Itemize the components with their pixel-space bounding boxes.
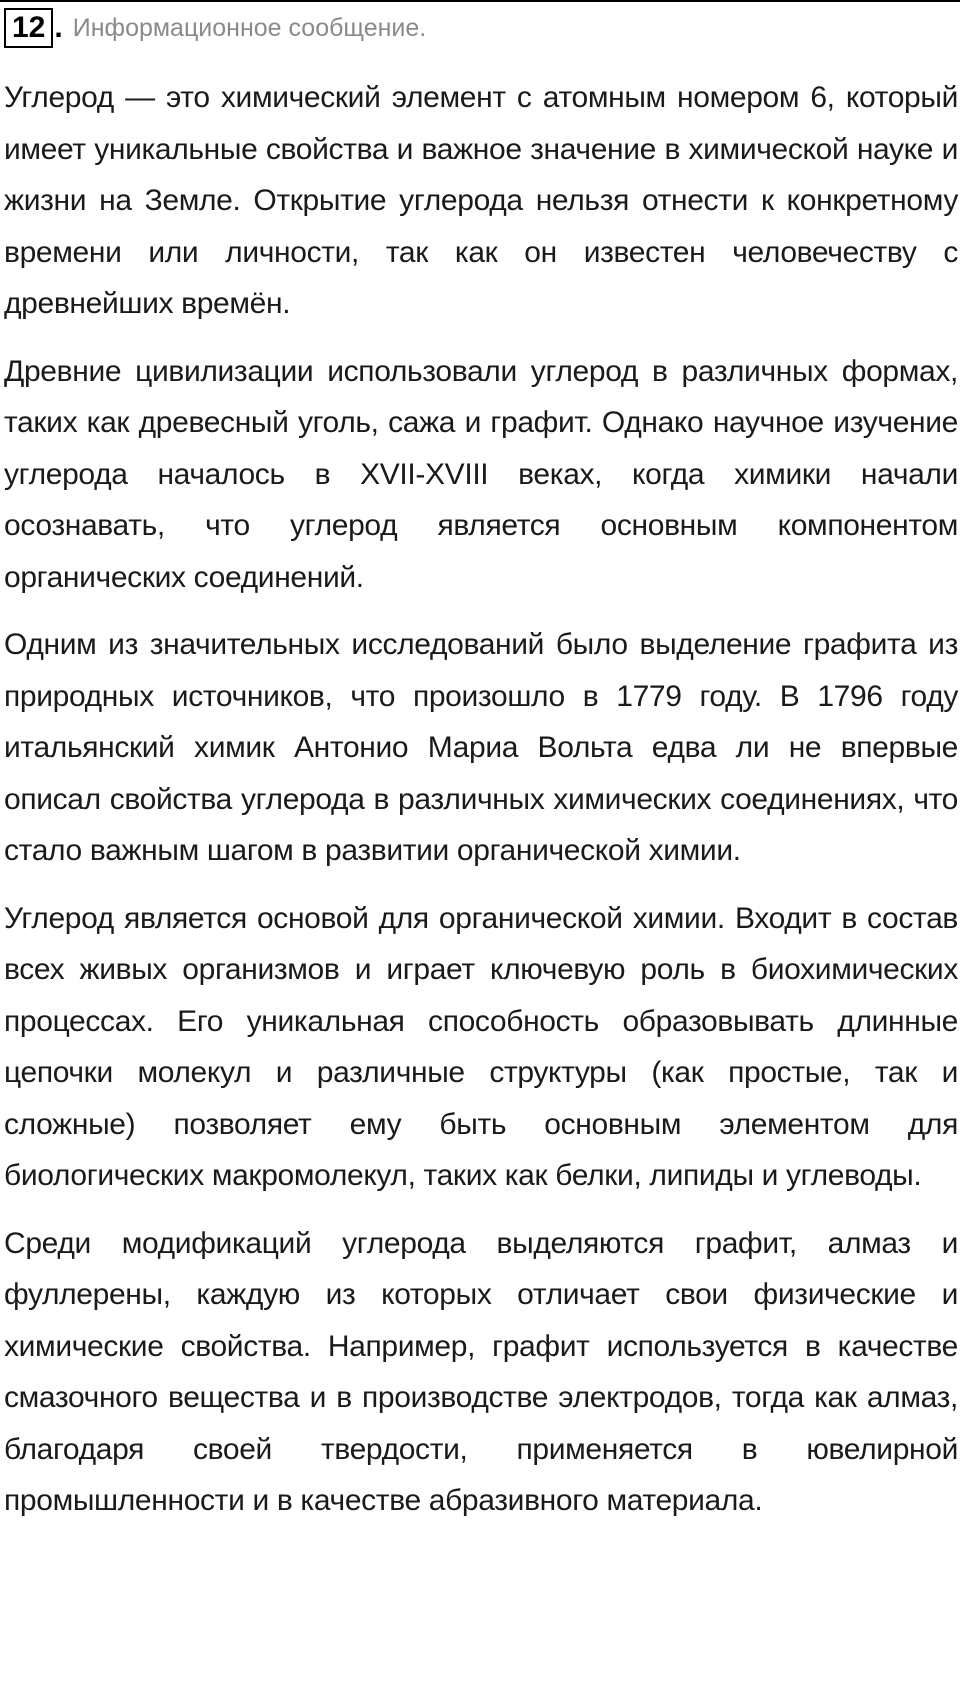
top-divider: [0, 0, 960, 2]
paragraph-carbon-intro: Углерод — это химический элемент с атомным номером 6, который имеет уникальные свойства и важное значение в химической науке и жизни на Земле. Открытие углерода нельзя отнести к конкретному времени или личности, так как он известен человечеству с древнейших времён.: [4, 81, 958, 320]
paragraph-graphite-research: Одним из значительных исследований было выделение графита из природных источников, что произошло в 1779 году. В 1796 году итальянский химик Антонио Мариа Вольта едва ли не впервые описал свойства углерода в различных химических соединениях, что стало важным шагом в развитии органической химии.: [4, 628, 958, 867]
task-number-dot: .: [54, 11, 63, 44]
task-number-box: 12: [4, 8, 53, 48]
paragraph-ancient-use: Древние цивилизации использовали углерод в различных формах, таких как древесный уголь, сажа и графит. Однако научное изучение углерода началось в XVII-XVIII веках, когда химики начали осознавать, что углерод является основным компонентом органических соединений.: [4, 354, 958, 594]
task-header: [4, 6, 426, 50]
paragraph-organic-chemistry: Углерод является основой для органической химии. Входит в состав всех живых организмов и играет ключевую роль в биохимических процессах. Его уникальная способность образовывать длинные цепочки молекул и различные структуры (как простые, так и сложные) позволяет ему быть основным элементом для биологических макромолекул, таких как белки, липиды и углеводы.: [4, 901, 958, 1192]
paragraph-modifications: Среди модификаций углерода выделяются графит, алмаз и фуллерены, каждую из которых отличает свои физические и химические свойства. Например, графит используется в качестве смазочного вещества и в производстве электродов, тогда как алмаз, благодаря своей твердости, применяется в ювелирной промышленности и в качестве абразивного материала.: [4, 1226, 958, 1517]
article-body: [4, 72, 958, 1543]
task-title: Информационное сообщение.: [72, 14, 427, 42]
